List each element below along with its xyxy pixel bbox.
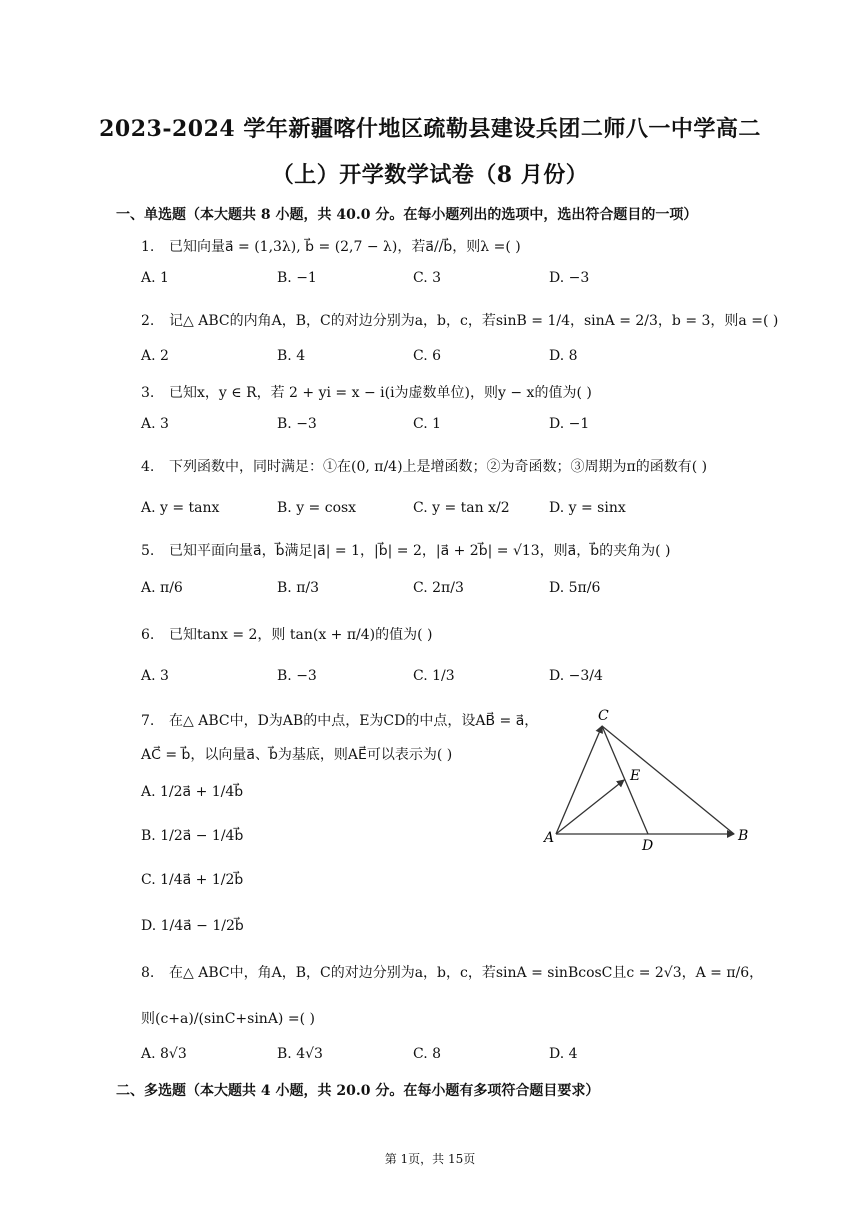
question-text: 在△ ABC中，D为AB的中点，E为CD的中点，设AB⃗ = a⃗， — [169, 713, 539, 729]
option-d[interactable]: D. −3 — [549, 270, 590, 286]
label-c: C — [598, 708, 609, 724]
question-number: 3. — [141, 385, 155, 401]
question-text: 已知向量a⃗ = (1,3λ), b⃗ = (2,7 − λ)，若a⃗//b⃗，则λ =( ) — [169, 239, 521, 255]
side-cb — [602, 726, 734, 834]
question-6-options — [141, 668, 761, 690]
question-5-options — [141, 580, 761, 602]
option-b[interactable]: B. 1/2a⃗ − 1/4b⃗ — [141, 828, 244, 844]
question-number: 6. — [141, 627, 155, 643]
question-3-options — [141, 416, 761, 438]
question-text: 下列函数中，同时满足：①在(0, π/4)上是增函数；②为奇函数；③周期为π的函数有( ) — [169, 459, 708, 475]
question-number: 5. — [141, 543, 155, 559]
label-d: D — [642, 838, 654, 854]
option-a[interactable]: A. y = tanx — [141, 500, 220, 516]
question-text: 已知tanx = 2，则 tan(x + π/4)的值为( ) — [169, 627, 433, 643]
question-number: 7. — [141, 713, 155, 729]
question-text: 在△ ABC中，角A，B，C的对边分别为a，b，c，若sinA = sinBcosC且c = 2√3，A = π/6， — [169, 965, 764, 981]
section-single-choice: 一、单选题（本大题共 8 小题，共 40.0 分。在每小题列出的选项中，选出符合题目的一项） — [116, 207, 698, 223]
exam-title-line2: （上）开学数学试卷（8 月份） — [271, 162, 589, 188]
option-c[interactable]: C. 1/3 — [413, 668, 455, 684]
option-d[interactable]: D. 8 — [549, 348, 578, 364]
option-c[interactable]: C. y = tan x/2 — [413, 500, 510, 516]
option-a[interactable]: A. 1/2a⃗ + 1/4b⃗ — [141, 784, 244, 800]
question-8-options — [141, 1046, 761, 1068]
option-a[interactable]: A. 8√3 — [141, 1046, 187, 1062]
question-2 — [141, 310, 778, 330]
question-number: 8. — [141, 965, 155, 981]
exam-title-line1: 2023-2024 学年新疆喀什地区疏勒县建设兵团二师八一中学高二 — [99, 116, 761, 142]
question-6 — [141, 624, 433, 644]
label-b: B — [738, 828, 749, 844]
option-a[interactable]: A. 3 — [141, 668, 169, 684]
question-text: 记△ ABC的内角A，B，C的对边分别为a，b，c，若sinB = 1/4，sinA = 2/3，b = 3，则a =( ) — [169, 313, 779, 329]
option-a[interactable]: A. 3 — [141, 416, 169, 432]
option-c[interactable]: C. 1 — [413, 416, 442, 432]
question-1 — [141, 236, 521, 256]
option-c[interactable]: C. 6 — [413, 348, 442, 364]
option-d[interactable]: D. 1/4a⃗ − 1/2b⃗ — [141, 918, 244, 934]
option-d[interactable]: D. −3/4 — [549, 668, 603, 684]
option-b[interactable]: B. y = cosx — [277, 500, 357, 516]
option-d[interactable]: D. 5π/6 — [549, 580, 601, 596]
option-b[interactable]: B. −3 — [277, 416, 317, 432]
question-7-line2: AC⃗ = b⃗，以向量a⃗、b⃗为基底，则AE⃗可以表示为( ) — [141, 747, 453, 763]
question-8 — [141, 962, 763, 982]
option-a[interactable]: A. 2 — [141, 348, 169, 364]
option-d[interactable]: D. −1 — [549, 416, 590, 432]
question-8-line2: 则(c+a)/(sinC+sinA) =( ) — [141, 1011, 315, 1027]
question-number: 4. — [141, 459, 155, 475]
option-d[interactable]: D. 4 — [549, 1046, 578, 1062]
page-footer: 第 1页，共 15页 — [384, 1152, 476, 1166]
option-b[interactable]: B. π/3 — [277, 580, 320, 596]
option-c[interactable]: C. 1/4a⃗ + 1/2b⃗ — [141, 872, 244, 888]
option-c[interactable]: C. 8 — [413, 1046, 442, 1062]
option-a[interactable]: A. π/6 — [141, 580, 183, 596]
label-e: E — [630, 768, 641, 784]
option-c[interactable]: C. 3 — [413, 270, 442, 286]
vector-ae — [556, 780, 624, 834]
question-text: 已知x，y ∈ R，若 2 + yi = x − i(i为虚数单位)，则y − x的值为( ) — [169, 385, 592, 401]
option-b[interactable]: B. −1 — [277, 270, 317, 286]
median-cd — [602, 726, 648, 834]
question-text: 已知平面向量a⃗，b⃗满足|a⃗| = 1，|b⃗| = 2，|a⃗ + 2b⃗| = √13，则a⃗，b⃗的夹角为( ) — [169, 543, 671, 559]
vector-ac — [556, 726, 602, 834]
question-number: 1. — [141, 239, 155, 255]
question-3 — [141, 382, 592, 402]
label-a: A — [544, 830, 555, 846]
option-b[interactable]: B. 4 — [277, 348, 306, 364]
question-4 — [141, 456, 707, 476]
question-number: 2. — [141, 313, 155, 329]
question-7 — [141, 710, 538, 730]
option-b[interactable]: B. −3 — [277, 668, 317, 684]
question-4-options — [141, 500, 761, 522]
option-c[interactable]: C. 2π/3 — [413, 580, 464, 596]
question-1-options — [141, 270, 761, 292]
triangle-diagram — [540, 700, 760, 860]
question-5 — [141, 540, 671, 560]
question-2-options — [141, 348, 761, 370]
option-d[interactable]: D. y = sinx — [549, 500, 626, 516]
option-a[interactable]: A. 1 — [141, 270, 169, 286]
section-multiple-choice: 二、多选题（本大题共 4 小题，共 20.0 分。在每小题有多项符合题目要求） — [116, 1083, 600, 1099]
option-b[interactable]: B. 4√3 — [277, 1046, 323, 1062]
